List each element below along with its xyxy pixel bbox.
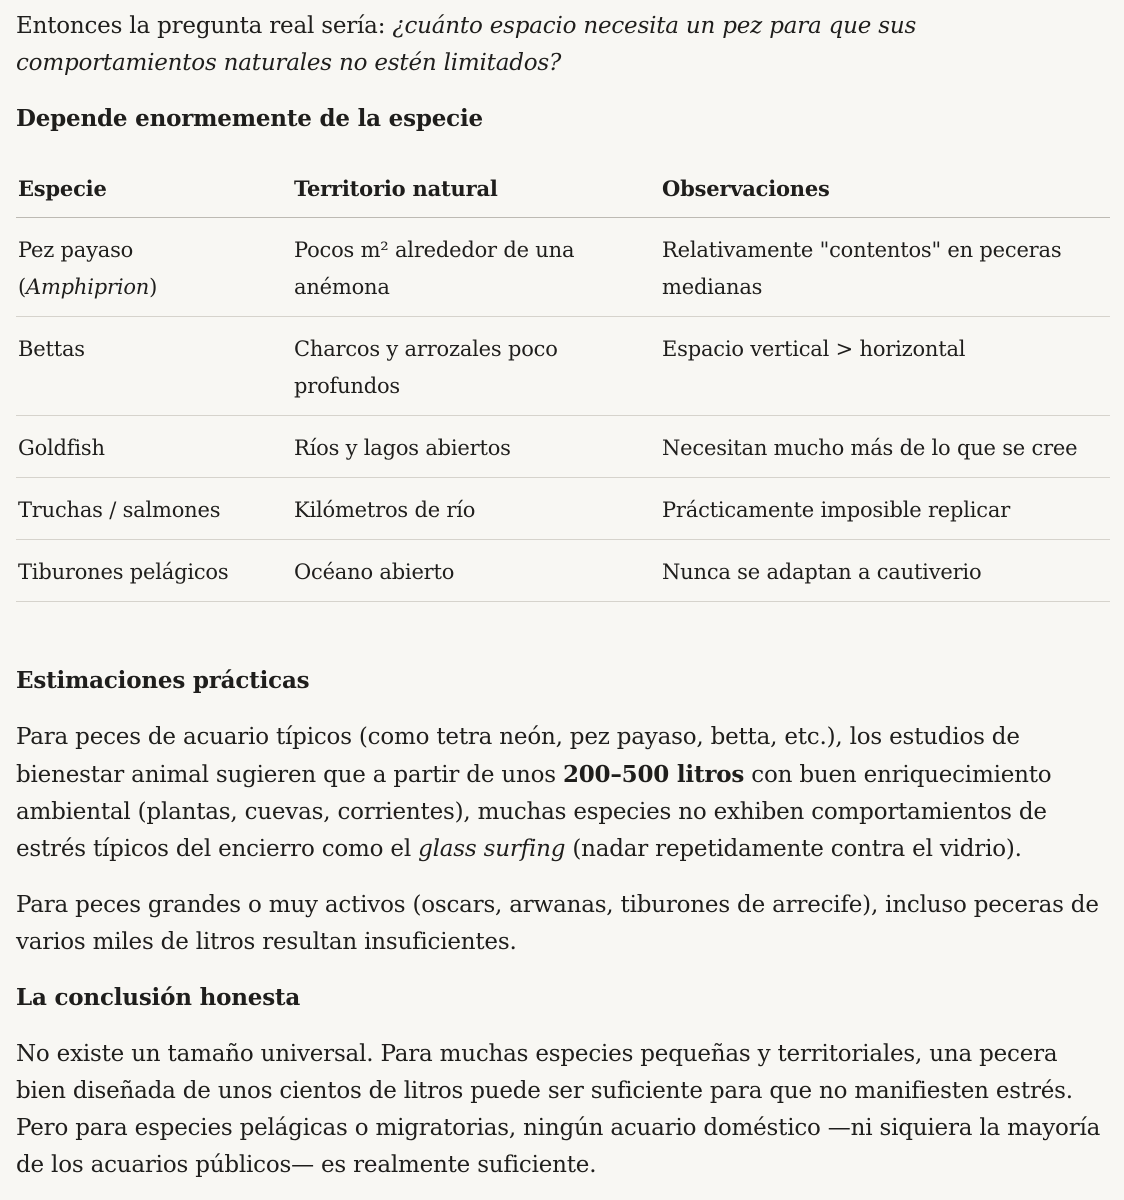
paragraph-text: Para peces de acuario típicos (como tetra neón, pez payaso, betta, etc.), los estudios de bienestar animal sugieren que a partir de unos bbox=[16, 724, 1020, 788]
table-row bbox=[16, 317, 1110, 416]
paragraph-text: (nadar repetidamente contra el vidrio). bbox=[565, 836, 1022, 862]
species-cell: Tiburones pelágicos bbox=[16, 540, 292, 602]
notes-cell: Nunca se adaptan a cautiverio bbox=[660, 540, 1110, 602]
notes-cell: Necesitan mucho más de lo que se cree bbox=[660, 416, 1110, 478]
species-name: Pez payaso bbox=[18, 238, 134, 262]
species-cell: Pez payaso (Amphiprion) bbox=[16, 218, 292, 317]
section-heading-estimaciones: Estimaciones prácticas bbox=[16, 667, 310, 694]
species-table bbox=[16, 160, 1110, 602]
species-cell: Bettas bbox=[16, 317, 292, 416]
glass-surfing-term: glass surfing bbox=[418, 836, 566, 862]
column-header-observaciones: Observaciones bbox=[660, 160, 1110, 218]
territory-cell: Kilómetros de río bbox=[292, 478, 660, 540]
column-header-territorio: Territorio natural bbox=[292, 160, 660, 218]
territory-cell: Charcos y arrozales poco profundos bbox=[292, 317, 660, 416]
territory-cell: Pocos m² alrededor de una anémona bbox=[292, 218, 660, 317]
intro-lead: Entonces la pregunta real sería: bbox=[16, 13, 393, 39]
territory-cell: Océano abierto bbox=[292, 540, 660, 602]
table-row bbox=[16, 416, 1110, 478]
notes-cell: Espacio vertical > horizontal bbox=[660, 317, 1110, 416]
section-heading-conclusion: La conclusión honesta bbox=[16, 984, 301, 1011]
liters-range: 200–500 litros bbox=[562, 761, 745, 788]
table-row bbox=[16, 218, 1110, 317]
intro-question: ¿cuánto espacio necesita un pez para que sus comportamientos naturales no estén limitados? bbox=[16, 13, 917, 76]
species-scientific-name: Amphiprion bbox=[26, 275, 150, 299]
species-cell: Truchas / salmones bbox=[16, 478, 292, 540]
species-cell: Goldfish bbox=[16, 416, 292, 478]
conclusion-paragraph: No existe un tamaño universal. Para muchas especies pequeñas y territoriales, una pecera bien diseñada de unos cientos de litros puede ser suficiente para que no manifiesten estrés. Pero para especies pelágicas o migratorias, ningún acuario doméstico —ni siquiera la mayoría de los acuarios públicos— es realmente suficiente. bbox=[16, 1041, 1101, 1178]
intro-paragraph bbox=[16, 8, 1106, 82]
table-row bbox=[16, 540, 1110, 602]
notes-cell: Prácticamente imposible replicar bbox=[660, 478, 1110, 540]
estimaciones-paragraph-2: Para peces grandes o muy activos (oscars, arwanas, tiburones de arrecife), incluso peceras de varios miles de litros resultan insuficientes. bbox=[16, 892, 1099, 955]
column-header-especie: Especie bbox=[16, 160, 292, 218]
paragraph-text: con buen enriquecimiento ambiental (plantas, cuevas, corrientes), muchas especies no exhiben comportamientos de estrés típicos del encierro como el bbox=[16, 762, 1052, 862]
territory-cell: Ríos y lagos abiertos bbox=[292, 416, 660, 478]
table-row bbox=[16, 478, 1110, 540]
notes-cell: Relativamente "contentos" en peceras medianas bbox=[660, 218, 1110, 317]
section-heading-especie: Depende enormemente de la especie bbox=[16, 105, 483, 132]
table-header-row bbox=[16, 160, 1110, 218]
estimaciones-paragraph-1 bbox=[16, 719, 1106, 868]
